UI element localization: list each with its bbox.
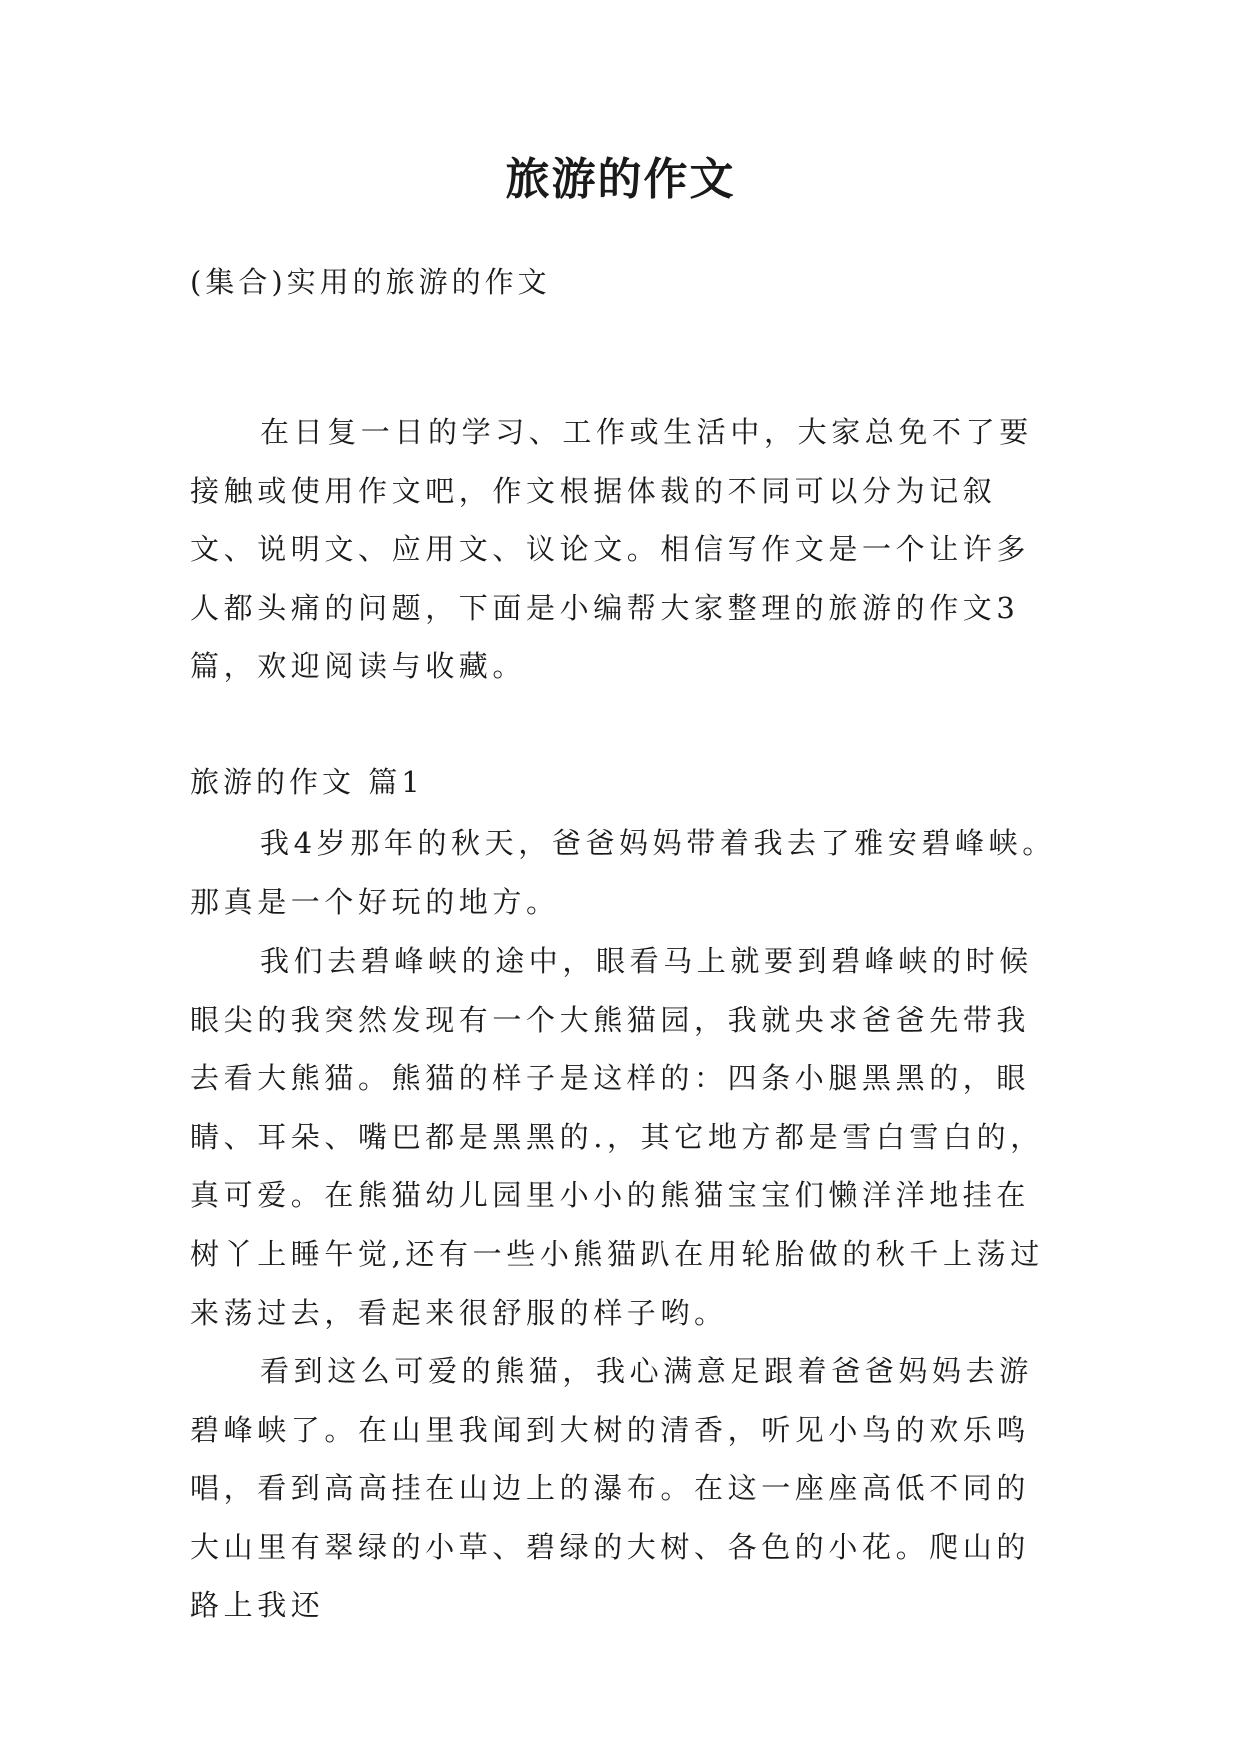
section-heading: 旅游的作文 篇1 <box>190 765 424 799</box>
body-paragraph-3: 看到这么可爱的熊猫，我心满意足跟着爸爸妈妈去游碧峰峡了。在山里我闻到大树的清香，听见小鸟的欢乐鸣唱，看到高高挂在山边上的瀑布。在这一座座高低不同的大山里有翠绿的小草、碧绿的大树、各色的小花。爬山的路上我还 <box>190 1354 1033 1623</box>
document-title: 旅游的作文 <box>505 154 736 205</box>
intro-paragraph: 在日复一日的学习、工作或生活中，大家总免不了要接触或使用作文吧，作文根据体裁的不同可以分为记叙文、说明文、应用文、议论文。相信写作文是一个让许多人都头痛的问题，下面是小编帮大家整理的旅游的作文3篇，欢迎阅读与收藏。 <box>190 415 1033 684</box>
body-paragraph-1: 我4岁那年的秋天，爸爸妈妈带着我去了雅安碧峰峡。那真是一个好玩的地方。 <box>190 826 1056 919</box>
document-subtitle: (集合)实用的旅游的作文 <box>190 265 551 299</box>
body-paragraph-2: 我们去碧峰峡的途中，眼看马上就要到碧峰峡的时候眼尖的我突然发现有一个大熊猫园，我就央求爸爸先带我去看大熊猫。熊猫的样子是这样的：四条小腿黑黑的，眼睛、耳朵、嘴巴都是黑黑的.，其它地方都是雪白雪白的，真可爱。在熊猫幼儿园里小小的熊猫宝宝们懒洋洋地挂在树丫上睡午觉,还有一些小熊猫趴在用轮胎做的秋千上荡过来荡过去，看起来很舒服的样子哟。 <box>190 944 1044 1330</box>
